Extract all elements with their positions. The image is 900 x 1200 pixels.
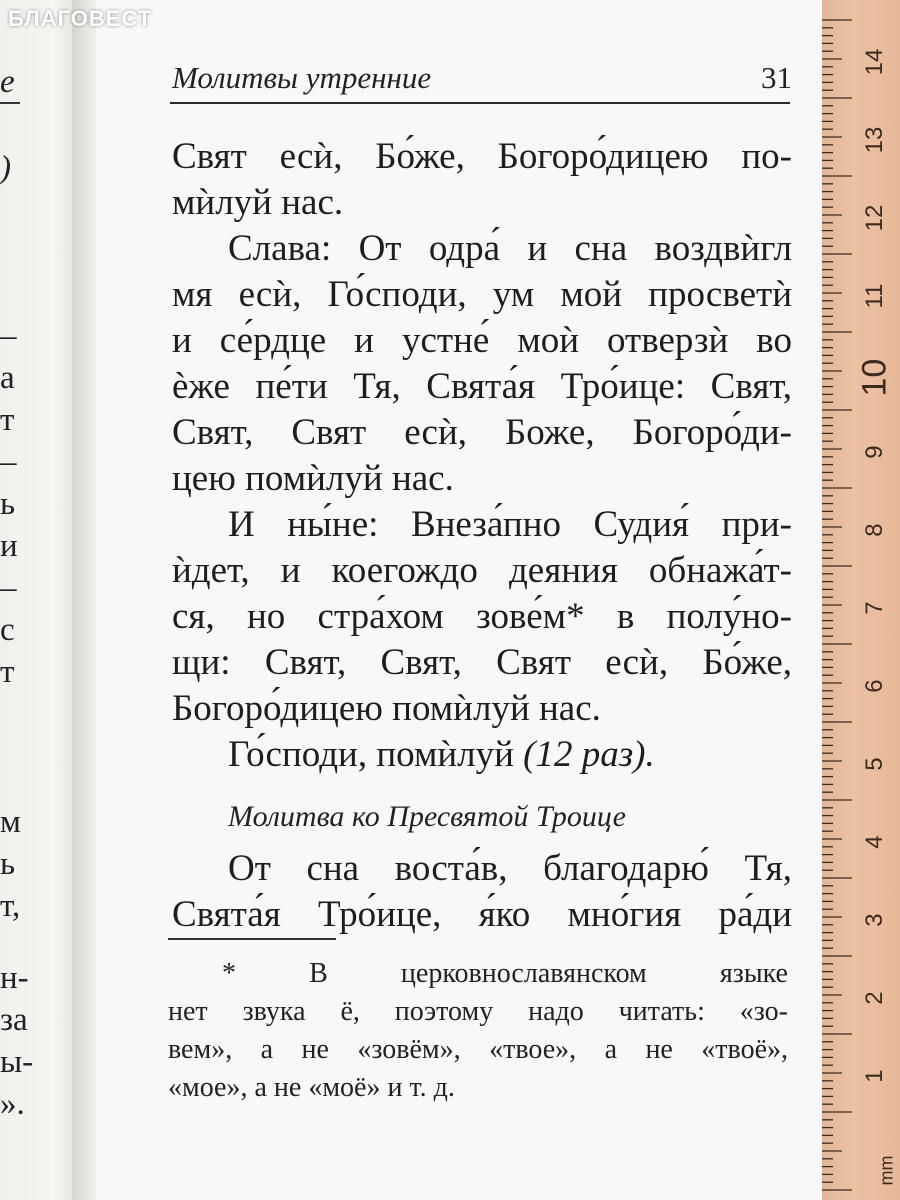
prev-fragment: ы- xyxy=(0,1044,34,1080)
prev-fragment: ». xyxy=(0,1086,25,1122)
text-line: ѝдет, и коегождо деяния обнажа́т- xyxy=(172,550,792,591)
text-line: мѝлуй нас. xyxy=(172,182,344,223)
ruler-number: 4 xyxy=(861,835,888,849)
text-line: и се́рдце и устне́ моѝ отверзѝ во xyxy=(172,320,792,361)
text-line: Слава: От одра́ и сна воздвѝгл xyxy=(228,228,792,269)
text-line: мя есѝ, Го́споди, ум мой просветѝ xyxy=(172,274,792,315)
running-header-title: Молитвы утренние xyxy=(172,60,432,95)
footnote-line: «мое», а не «моё» и т. д. xyxy=(168,1072,455,1103)
text-line: Свят есѝ, Бо́же, Богоро́дицею по- xyxy=(172,136,792,177)
watermark-logo: БЛАГОВЕСТ xyxy=(8,6,153,31)
ruler-number: 5 xyxy=(861,757,888,771)
text-line: ѐже пе́ти Тя, Свята́я Тро́ице: Свят, xyxy=(172,366,792,407)
prev-fragment: с xyxy=(0,612,15,648)
ruler-number: 12 xyxy=(861,204,888,232)
ruler-number: 7 xyxy=(861,601,888,615)
footnote-line: нет звука ё, поэтому надо читать: «зо- xyxy=(168,996,788,1027)
prev-fragment: – xyxy=(0,444,17,480)
ruler-number: 11 xyxy=(861,283,888,309)
prayer-subheading: Молитва ко Пресвятой Троице xyxy=(228,800,626,833)
repeat-note: (12 раз). xyxy=(523,734,655,775)
ruler-number: 2 xyxy=(861,991,888,1005)
prev-fragment: н- xyxy=(0,960,29,996)
prev-header-rule xyxy=(0,102,20,104)
previous-page xyxy=(0,0,78,1200)
lord-have-mercy: Го́споди, помѝлуй xyxy=(228,734,514,775)
text-line: Богоро́дицею помѝлуй нас. xyxy=(172,688,601,729)
prev-fragment: т xyxy=(0,654,15,690)
prev-fragment: ь xyxy=(0,846,16,882)
text-line: Свят, Свят есѝ, Боже, Богоро́ди- xyxy=(172,412,792,453)
prev-fragment: т xyxy=(0,402,15,438)
prev-fragment: а xyxy=(0,360,15,396)
prev-fragment: и xyxy=(0,528,18,564)
ruler-number: 6 xyxy=(861,679,888,693)
ruler-number: 9 xyxy=(861,445,888,459)
prev-fragment: т, xyxy=(0,888,21,924)
prev-fragment: ) xyxy=(0,150,11,186)
ruler-number: 8 xyxy=(861,523,888,537)
prev-fragment: – xyxy=(0,570,17,606)
book-page xyxy=(96,0,830,1200)
text-line xyxy=(228,736,792,773)
text-line: И ны́не: Внеза́пно Судия́ при- xyxy=(228,504,792,545)
footnote-line: * В церковнославянском языке xyxy=(222,958,788,989)
text-line: От сна воста́в, благодарю́ Тя, xyxy=(228,848,792,889)
ruler-number: 10 xyxy=(855,358,894,397)
book-gutter xyxy=(72,0,98,1200)
ruler-number: 14 xyxy=(861,48,888,76)
ruler-number: 13 xyxy=(861,126,888,154)
header-rule xyxy=(170,102,790,104)
footnote-line: вем», а не «зовём», «твое», а не «твоё», xyxy=(168,1034,788,1065)
ruler-unit: mm xyxy=(876,1155,897,1186)
prev-fragment: е xyxy=(0,64,15,100)
prev-fragment: за xyxy=(0,1002,28,1038)
ruler-number: 3 xyxy=(861,913,888,927)
prev-fragment: ь xyxy=(0,486,16,522)
text-line: ся, но стра́хом зове́м* в полу́но- xyxy=(172,596,792,637)
measuring-ruler xyxy=(822,0,900,1200)
footnote-rule xyxy=(168,938,336,940)
prev-fragment: – xyxy=(0,318,17,354)
page-number: 31 xyxy=(761,60,792,95)
text-line: щи: Свят, Свят, Свят есѝ, Бо́же, xyxy=(172,642,792,683)
prev-fragment: м xyxy=(0,804,21,840)
ruler-number: 1 xyxy=(861,1069,888,1083)
text-line: Свята́я Тро́ице, я́ко мно́гия ра́ди xyxy=(172,894,792,935)
text-line: цею помѝлуй нас. xyxy=(172,458,454,499)
